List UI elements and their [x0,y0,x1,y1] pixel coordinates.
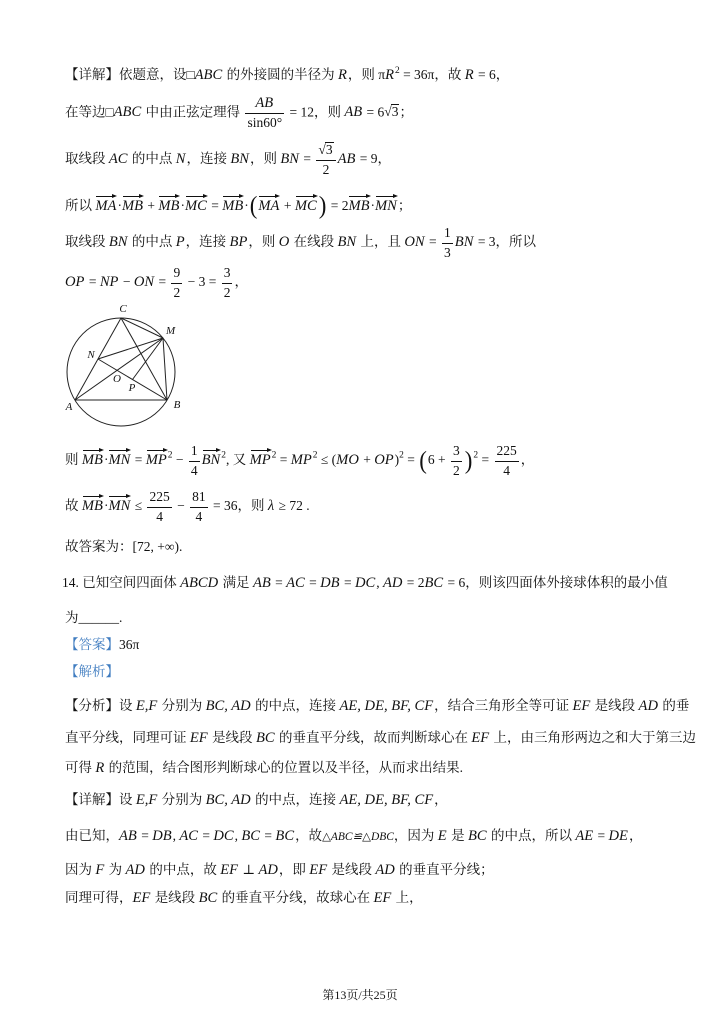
text-segment: 14. 已知空间四面体 [62,574,181,590]
text-segment: 可得 [65,759,96,775]
text-segment: ，即 [278,861,310,877]
text-segment: 分别为 [158,791,206,807]
math-variable: ON [133,274,155,291]
text-segment: 是线段 [208,729,256,745]
text-segment: 上，且 [357,234,405,250]
math-variable: R [385,66,394,83]
numerator [189,443,200,461]
text-segment: ，连接 [186,151,231,167]
segment-mb [163,338,167,400]
text-segment: · [117,197,122,213]
line-text [65,663,119,681]
fraction [316,142,335,177]
math-variable: EF [572,697,591,714]
text-segment: 【详解】依题意，设□ [65,66,195,82]
text-segment: 的垂 [658,697,690,713]
text-segment: = [300,151,315,167]
numerator [316,142,335,160]
text-segment: ， [234,274,248,290]
circumcircle [67,318,175,426]
math-variable: EF [309,861,328,878]
text-segment: 是线段 [151,889,199,905]
congruence-expression: △ABC≌△DBC [322,830,394,843]
text-segment: ， [434,791,448,807]
text-segment: 3 [453,443,460,459]
text-segment: = [131,452,146,468]
square-root [384,104,399,120]
math-variable: E,F [135,697,158,714]
line-text [65,827,642,846]
line-text [65,729,696,748]
math-variable: ABC [113,104,142,121]
point-label-p: P [128,382,136,394]
math-variable: DC [213,827,234,844]
text-segment: 取线段 [65,151,109,167]
text-segment: = 9， [356,151,392,167]
text-segment: 是 [447,827,468,843]
q13-detail-line-conclusion [65,485,310,529]
text-segment: 故答案为： [65,539,133,555]
circle-triangle-figure [60,298,190,433]
text-segment: 3 [444,244,451,260]
denominator [442,244,453,261]
vector: MB [348,194,370,214]
text-segment: 的垂直平分线，故而判断球心在 [275,729,472,745]
math-variable: BC [198,889,218,906]
math-variable: BC, AD [205,697,251,714]
text-segment: , [376,574,383,590]
math-variable: AC [179,827,199,844]
text-segment: 则 [65,452,82,468]
text-segment: 的中点，连接 [251,791,340,807]
text-segment: 【分析】设 [65,697,136,713]
text-segment: 为 [105,861,126,877]
numerator [222,265,233,283]
math-variable: E,F [135,791,158,808]
text-segment: + [280,197,295,213]
text-segment: = [403,452,419,468]
vector: MB [82,448,104,468]
math-variable: BC [275,827,295,844]
large-parenthesis: ( [419,446,427,474]
text-segment: 上，由三角形两边之和大于第三边 [490,729,697,745]
page-number-footer: 第13页/共25页 [322,988,398,1002]
denominator [189,462,200,479]
text-segment: = [425,234,441,250]
text-segment: = [340,574,355,590]
text-segment: − 3 = [184,274,220,290]
text-segment: · [370,197,376,213]
math-variable: DB [320,574,340,591]
line-text [65,142,391,177]
radicand: √ 3 [325,142,333,158]
vector: MN [108,448,131,468]
math-variable: R [95,759,105,776]
text-segment: 在线段 [290,234,338,250]
math-variable: AD [375,861,395,878]
fraction [171,265,182,300]
text-segment: 81 [192,489,206,505]
text-segment: = [155,274,170,290]
line-text [65,889,423,908]
text-segment: ≥ 72 . [275,498,310,514]
text-segment: ≤ ( [317,452,337,468]
text-segment: − [172,452,187,468]
math-variable: AE [575,827,594,844]
math-variable: BN [108,234,128,251]
point-label-c: C [119,303,127,315]
numerator [171,265,182,283]
math-variable: OP [374,452,394,469]
text-segment: − [119,274,134,290]
math-variable: EF [220,861,239,878]
math-variable: OP [65,274,85,291]
text-segment: − [173,498,189,514]
question-14-detail-line [65,876,423,920]
text-segment: · [244,197,249,213]
math-variable: NP [99,274,119,291]
math-variable: MP [290,452,312,469]
math-variable: BC [424,574,444,591]
math-variable: BP [229,234,248,251]
text-segment: 9 [173,265,181,281]
text-segment: 为______. [65,610,123,626]
text-segment: = 6，则该四面体外接球体积的最小值 [444,574,668,590]
vector: MA [258,194,280,214]
text-segment: 的中点，故 [145,861,221,877]
text-segment: = [261,827,276,843]
math-variable: AB [252,574,271,591]
superscript: 2 [394,65,400,76]
text-segment: ， [628,827,643,843]
math-variable: DB [152,827,172,844]
vector: MB [222,194,244,214]
line-text [65,66,509,85]
math-variable: BN [230,151,250,168]
math-variable: AB [255,94,274,111]
math-variable: O [278,234,290,251]
vector: MA [95,194,117,214]
segment-mp [133,338,164,380]
text-segment: , [172,827,180,843]
text-segment: ≤ [131,498,146,514]
text-segment: 的外接圆的半径为 [223,66,338,82]
text-segment: 的中点，所以 [487,827,576,843]
line-text [65,489,310,524]
text-segment: 因为 [65,861,96,877]
fraction [190,489,208,524]
math-variable: BN [337,234,357,251]
denominator [316,161,335,178]
vector: MN [375,194,398,214]
denominator [222,284,233,301]
text-segment: 的中点 [128,234,176,250]
math-variable: EF [373,889,392,906]
text-segment: 的中点，连接 [251,697,340,713]
text-segment: 1 [190,443,198,459]
numerator [190,489,208,507]
q13-detail-line-midpoint-n [65,138,391,182]
math-variable: AE, DE, BF, CF [339,791,434,808]
text-segment: 故 [65,498,82,514]
math-variable: BC [241,827,261,844]
text-segment: = 2 [327,197,349,213]
question-14-stem [62,561,668,605]
line-text [65,225,536,260]
fraction [451,443,462,478]
text-segment: 【解析】 [65,664,119,680]
text-segment: 的范围，结合图形判断球心的位置以及半径，从而求出结果. [105,759,464,775]
math-variable: AD [258,861,278,878]
text-segment: 4 [195,508,203,524]
math-variable: R [337,66,347,83]
math-variable: E [437,827,447,844]
text-segment: 是线段 [591,697,639,713]
math-variable: AB [119,827,137,844]
line-text [65,443,534,478]
text-segment: 2 [173,284,181,300]
text-segment: 同理可得， [65,889,133,905]
math-variable: R [464,66,474,83]
text-segment: ，因为 [393,827,438,843]
text-segment: = [199,827,214,843]
text-segment: = 6 [363,104,385,120]
text-segment: 4 [190,462,198,478]
numerator [442,225,453,243]
text-segment: 的中点 [128,151,176,167]
line-text [65,697,689,716]
text-segment: 36π [119,637,140,653]
text-segment: = [207,197,223,213]
vector: MB [122,194,144,214]
text-segment: 所以 [65,197,96,213]
text-segment: + [144,197,159,213]
q13-detail-line-bound [65,439,534,483]
text-segment: 6 + [427,452,450,468]
vector: MP [250,448,272,468]
line-text [65,791,448,810]
superscript: 2 [167,450,173,461]
text-segment: ， [520,452,535,468]
text-segment: = [137,827,153,843]
numerator [451,443,462,461]
text-segment: 是线段 [328,861,376,877]
point-label-n: N [87,349,95,361]
text-segment: = [305,574,321,590]
math-variable: EF [189,729,208,746]
text-segment: ) [394,452,400,468]
text-segment: ，故 [295,827,323,843]
math-variable: AD [638,697,658,714]
fraction [245,95,284,132]
text-segment: = 36，则 [209,498,268,514]
math-variable: AD [125,861,145,878]
math-variable: AC [286,574,305,591]
large-parenthesis: ) [318,191,327,220]
text-segment: · [103,498,109,514]
radicand: √ 3 [391,104,399,120]
vector: BN [202,448,222,468]
text-segment: ； [399,104,413,120]
vector: MP [146,448,168,468]
text-segment: = [478,452,493,468]
math-variable: P [175,234,185,251]
large-parenthesis: ( [249,191,258,220]
line-text [65,538,182,556]
text-segment: 分别为 [158,697,206,713]
math-variable: EF [132,889,151,906]
text-segment: 中由正弦定理得 [142,104,244,120]
text-segment: ，连接 [185,234,230,250]
text-segment: = 6， [474,66,510,82]
text-segment: = [85,274,100,290]
line-text [65,759,463,778]
text-segment: [72, +∞). [132,539,183,555]
text-segment: 的垂直平分线，故球心在 [218,889,374,905]
math-variable: AC [108,151,128,168]
superscript: 2 [271,450,277,461]
math-variable: BC [467,827,487,844]
numerator [495,443,519,461]
fraction [147,489,171,524]
math-variable: DE [608,827,628,844]
math-variable: BC, AD [205,791,251,808]
line-text [65,265,248,300]
text-segment: · [103,452,109,468]
text-segment: = 2 [403,574,425,590]
denominator [495,462,519,479]
math-variable: ON [404,234,425,251]
math-variable: ABCD [180,574,219,591]
math-variable: DC [354,574,376,591]
point-label-o: O [113,373,121,385]
text-segment: , [234,827,242,843]
math-variable: AB [337,151,356,168]
text-segment: ； [397,197,412,213]
q13-detail-line-sine-law [65,91,413,135]
math-variable: BC [255,729,275,746]
text-segment: 直平分线，同理可证 [65,729,190,745]
text-segment: 225 [496,443,517,459]
math-variable: BN [280,151,300,168]
line-text [62,574,668,593]
text-segment: = 12，则 [286,104,345,120]
superscript: 2 [312,450,318,461]
denominator [451,462,462,479]
fraction [442,225,453,260]
square-root [318,142,333,158]
text-segment: 【答案】 [65,637,119,653]
text-segment: = [594,827,609,843]
text-segment: = 36π，故 [399,66,465,82]
text-segment: ，则 [250,151,281,167]
math-variable: MO [336,452,359,469]
text-segment: + [359,452,375,468]
text-segment: = [276,452,291,468]
text-segment: 1 [444,225,451,241]
text-segment: 225 [149,489,170,505]
text-segment: · [180,197,185,213]
numerator [147,489,171,507]
text-segment: 2 [322,161,330,177]
text-segment: 4 [156,508,163,524]
text-segment: ，则 [248,234,279,250]
text-segment: 2 [223,284,231,300]
text-segment: , 又 [225,452,250,468]
text-segment: 取线段 [65,234,109,250]
math-variable: AD [382,574,403,591]
text-segment: 4 [503,462,510,478]
text-segment: = [271,574,287,590]
denominator [245,114,284,131]
text-segment: ，则 π [347,66,386,82]
vector: MN [108,494,131,514]
math-variable: ABC [194,66,223,83]
text-segment: 2 [453,462,460,478]
math-variable: EF [471,729,490,746]
text-segment: 由已知， [65,827,119,843]
text-segment: 在等边□ [65,104,114,120]
superscript: 2 [399,450,404,461]
text-segment: sin60° [247,115,283,131]
vector: MB [158,194,180,214]
text-segment: = 3，所以 [474,234,537,250]
math-variable: λ [267,498,275,515]
line-text [65,95,413,132]
point-label-m: M [166,325,176,337]
text-segment: ⊥ [239,861,259,877]
q13-detail-line-midpoint-p [65,221,536,265]
line-text [65,191,412,220]
text-segment: 的垂直平分线； [395,861,494,877]
fraction [495,443,519,478]
vector: MC [295,194,318,214]
math-variable: BN [454,234,474,251]
superscript: 2 [221,450,226,461]
math-variable: F [95,861,105,878]
text-segment: ，结合三角形全等可证 [434,697,573,713]
numerator [245,95,284,114]
math-variable: AE, DE, BF, CF [339,697,434,714]
text-segment: 【详解】设 [65,791,136,807]
math-variable: AB [344,104,363,121]
point-label-a: A [65,401,73,413]
fraction [189,443,200,478]
text-segment: 3 [223,265,231,281]
math-variable: N [175,151,186,168]
denominator [190,508,208,525]
large-parenthesis: ) [464,446,473,474]
fraction [222,265,233,300]
denominator [147,508,171,525]
vector: MC [185,194,208,214]
superscript: 2 [473,450,479,461]
text-segment: 上， [392,889,423,905]
segment-mc [121,318,163,338]
vector: MB [82,494,104,514]
point-label-b: B [173,399,181,411]
text-segment: 满足 [219,574,253,590]
